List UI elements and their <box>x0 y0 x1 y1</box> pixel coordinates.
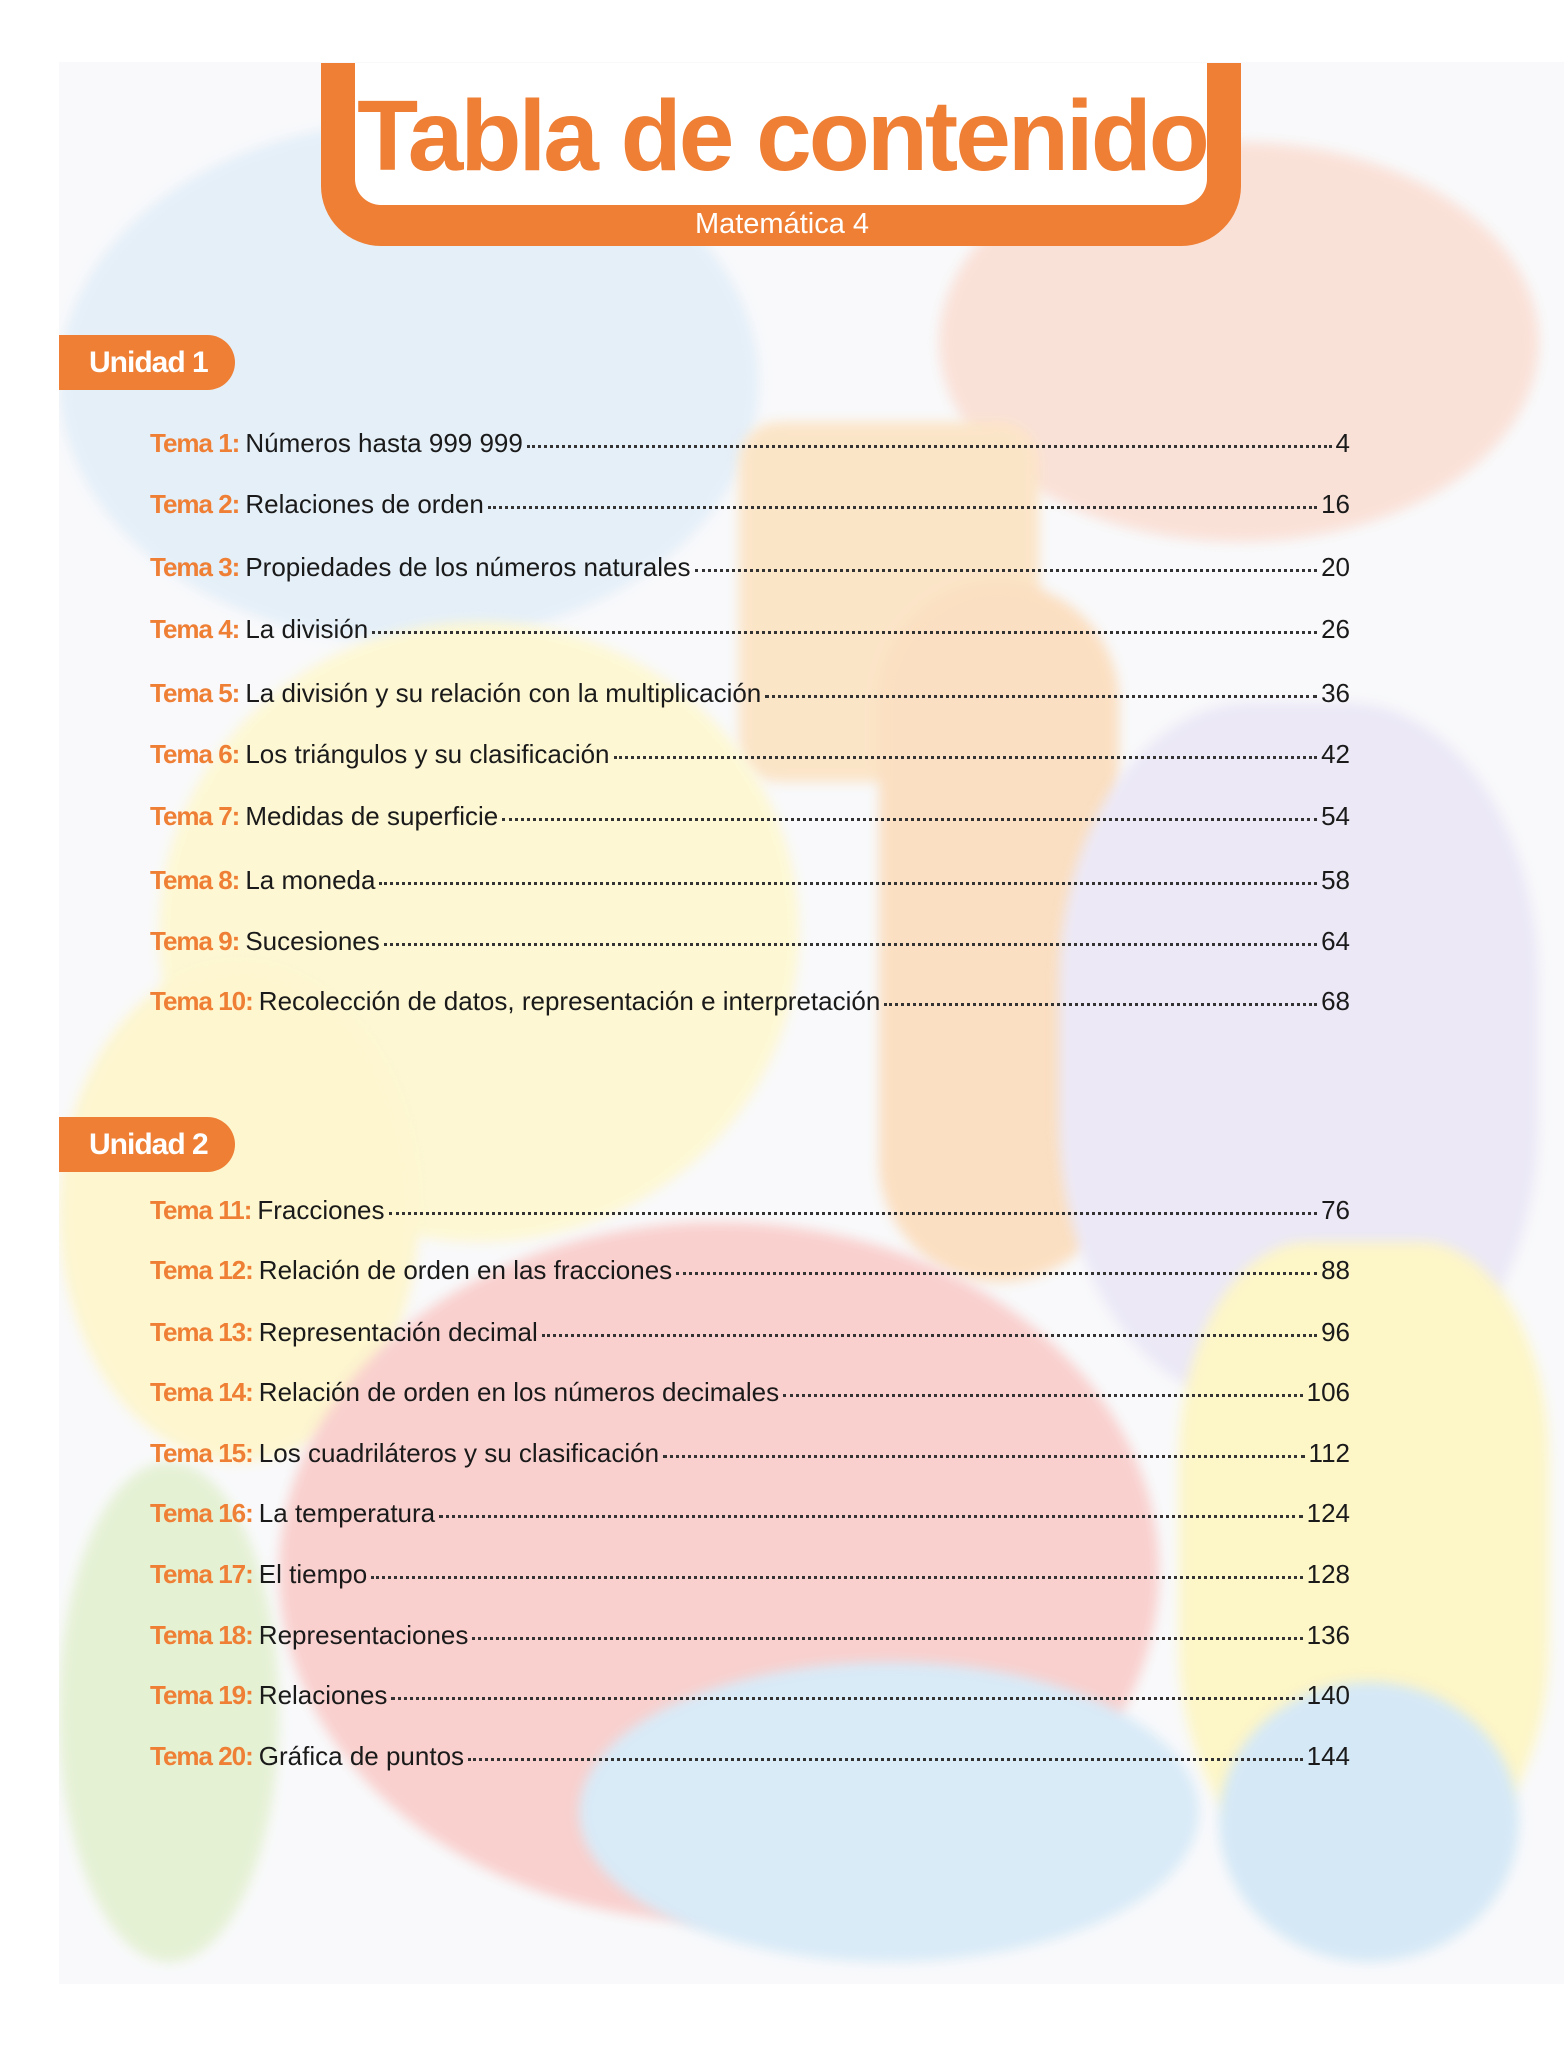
topic-title: Relaciones <box>258 1680 388 1710</box>
topic-number: Tema 20: <box>150 1741 253 1771</box>
topic-title: Relación de orden en los números decimales <box>258 1377 780 1407</box>
topic-number: Tema 11: <box>150 1195 252 1225</box>
dot-leader <box>472 1637 1302 1640</box>
toc-entry[interactable] <box>150 1255 1350 1291</box>
dot-leader <box>542 1334 1317 1337</box>
toc-entry[interactable] <box>150 1620 1350 1656</box>
topic-number: Tema 6: <box>150 739 240 769</box>
page-number: 36 <box>1321 678 1350 708</box>
page-number: 88 <box>1321 1255 1350 1285</box>
toc-entry[interactable] <box>150 739 1350 775</box>
toc-entry[interactable] <box>150 489 1350 525</box>
topic-number: Tema 12: <box>150 1255 253 1285</box>
page-number: 26 <box>1321 614 1350 644</box>
topic-title: La división <box>245 614 369 644</box>
toc-entry[interactable] <box>150 552 1350 588</box>
toc-entry[interactable] <box>150 1377 1350 1413</box>
toc-entry[interactable] <box>150 1680 1350 1716</box>
topic-title: La división y su relación con la multiplicación <box>245 678 762 708</box>
topic-number: Tema 15: <box>150 1438 253 1468</box>
dot-leader <box>379 882 1317 885</box>
topic-title: Fracciones <box>257 1195 385 1225</box>
topic-number: Tema 18: <box>150 1620 253 1650</box>
dot-leader <box>391 1697 1302 1700</box>
topic-number: Tema 2: <box>150 489 240 519</box>
dot-leader <box>663 1455 1304 1458</box>
dot-leader <box>439 1515 1302 1518</box>
toc-entry[interactable] <box>150 926 1350 962</box>
dot-leader <box>488 506 1317 509</box>
unit-heading: Unidad 1 <box>59 335 235 390</box>
toc-entry[interactable] <box>150 678 1350 714</box>
topic-number: Tema 19: <box>150 1680 253 1710</box>
toc-entry[interactable] <box>150 1498 1350 1534</box>
topic-title: Representaciones <box>258 1620 469 1650</box>
page-title: Tabla de contenido <box>357 80 1207 192</box>
dot-leader <box>676 1272 1317 1275</box>
topic-title: Gráfica de puntos <box>258 1741 465 1771</box>
topic-number: Tema 9: <box>150 926 240 956</box>
dot-leader <box>614 756 1318 759</box>
page-number: 128 <box>1306 1559 1350 1589</box>
page-number: 64 <box>1321 926 1350 956</box>
page-number: 144 <box>1306 1741 1350 1771</box>
dot-leader <box>527 445 1332 448</box>
topic-number: Tema 13: <box>150 1317 253 1347</box>
page-number: 58 <box>1321 865 1350 895</box>
topic-title: Relaciones de orden <box>245 489 484 519</box>
toc-entry[interactable] <box>150 865 1350 901</box>
topic-title: Representación decimal <box>258 1317 538 1347</box>
unit-heading: Unidad 2 <box>59 1117 235 1172</box>
topic-title: Recolección de datos, representación e interpretación <box>258 986 881 1016</box>
dot-leader <box>389 1212 1318 1215</box>
topic-title: Los cuadriláteros y su clasificación <box>258 1438 660 1468</box>
page-number: 42 <box>1321 739 1350 769</box>
topic-number: Tema 10: <box>150 986 253 1016</box>
page-number: 136 <box>1306 1620 1350 1650</box>
page-number: 54 <box>1321 801 1350 831</box>
topic-number: Tema 14: <box>150 1377 253 1407</box>
topic-title: Propiedades de los números naturales <box>245 552 691 582</box>
toc-entry[interactable] <box>150 1741 1350 1777</box>
toc-entry[interactable] <box>150 428 1350 464</box>
dot-leader <box>468 1758 1303 1761</box>
dot-leader <box>371 1576 1302 1579</box>
page-number: 96 <box>1321 1317 1350 1347</box>
dot-leader <box>783 1394 1303 1397</box>
topic-number: Tema 1: <box>150 428 240 458</box>
page-number: 106 <box>1306 1377 1350 1407</box>
topic-title: Relación de orden en las fracciones <box>258 1255 673 1285</box>
topic-title: Números hasta 999 999 <box>245 428 523 458</box>
page-number: 68 <box>1321 986 1350 1016</box>
dot-leader <box>884 1003 1317 1006</box>
page-number: 16 <box>1321 489 1350 519</box>
topic-title: La moneda <box>245 865 376 895</box>
toc-entry[interactable] <box>150 1195 1350 1231</box>
dot-leader <box>384 943 1317 946</box>
toc-entry[interactable] <box>150 1438 1350 1474</box>
toc-entry[interactable] <box>150 1317 1350 1353</box>
topic-title: Sucesiones <box>245 926 380 956</box>
dot-leader <box>765 695 1317 698</box>
page-number: 4 <box>1335 428 1350 458</box>
page-number: 20 <box>1321 552 1350 582</box>
topic-number: Tema 17: <box>150 1559 253 1589</box>
topic-number: Tema 5: <box>150 678 240 708</box>
toc-entry[interactable] <box>150 1559 1350 1595</box>
topic-title: Medidas de superficie <box>245 801 499 831</box>
topic-title: La temperatura <box>258 1498 436 1528</box>
topic-title: El tiempo <box>258 1559 368 1589</box>
dot-leader <box>502 818 1317 821</box>
page-number: 140 <box>1306 1680 1350 1710</box>
dot-leader <box>695 569 1318 572</box>
toc-entry[interactable] <box>150 986 1350 1022</box>
page-number: 76 <box>1321 1195 1350 1225</box>
topic-number: Tema 3: <box>150 552 240 582</box>
topic-number: Tema 7: <box>150 801 240 831</box>
topic-title: Los triángulos y su clasificación <box>245 739 610 769</box>
page-subtitle: Matemática 4 <box>694 208 870 240</box>
toc-entry[interactable] <box>150 801 1350 837</box>
topic-number: Tema 16: <box>150 1498 253 1528</box>
page-number: 112 <box>1308 1438 1350 1468</box>
topic-number: Tema 4: <box>150 614 240 644</box>
topic-number: Tema 8: <box>150 865 240 895</box>
page-number: 124 <box>1306 1498 1350 1528</box>
toc-entry[interactable] <box>150 614 1350 650</box>
dot-leader <box>372 631 1317 634</box>
